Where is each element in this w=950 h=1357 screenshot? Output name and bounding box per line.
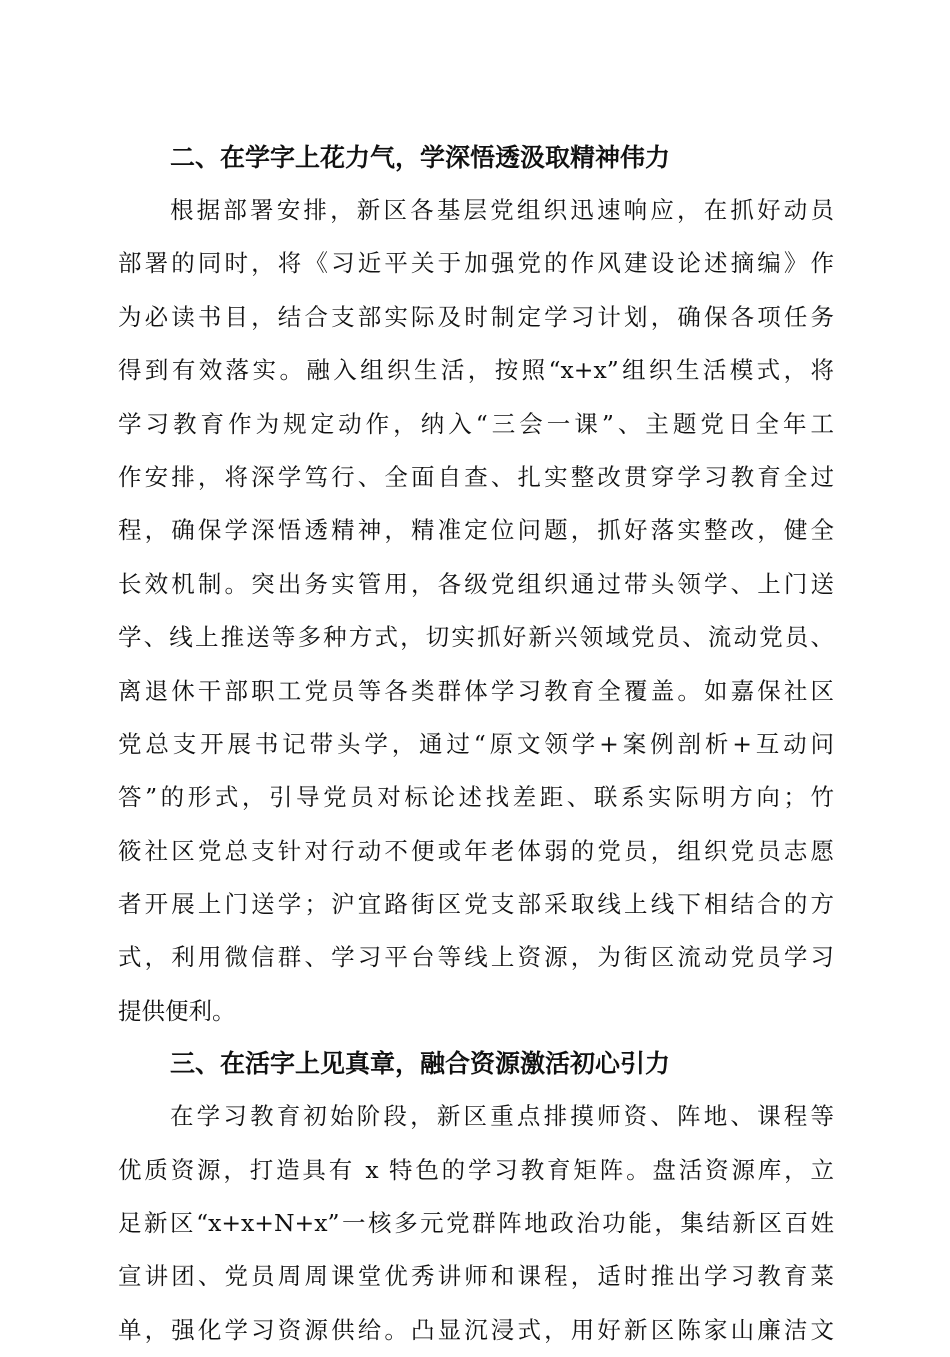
section-heading-2: 二、在学字上花力气，学深悟透汲取精神伟力	[170, 143, 671, 172]
section-3-paragraph	[118, 1090, 834, 1357]
paragraph-line: 者开展上门送学；沪宜路街区党支部采取线上线下相结合的方	[118, 890, 834, 919]
paragraph-line: 为必读书目，结合支部实际及时制定学习计划，确保各项任务	[118, 302, 834, 331]
paragraph-line: 根据部署安排，新区各基层党组织迅速响应，在抓好动员	[170, 196, 834, 224]
paragraph-line: 足新区“x+x+N+x”一核多元党群阵地政治功能，集结新区百姓	[118, 1209, 834, 1238]
paragraph-line: 得到有效落实。融入组织生活，按照“x+x”组织生活模式，将	[118, 356, 834, 385]
paragraph-line: 程，确保学深悟透精神，精准定位问题，抓好落实整改，健全	[118, 516, 834, 545]
paragraph-line: 部署的同时，将《习近平关于加强党的作风建设论述摘编》作	[118, 249, 834, 278]
paragraph-line: 离退休干部职工党员等各类群体学习教育全覆盖。如嘉保社区	[118, 676, 834, 705]
paragraph-line: 在学习教育初始阶段，新区重点排摸师资、阵地、课程等	[170, 1102, 834, 1131]
section-heading-3: 三、在活字上见真章，融合资源激活初心引力	[170, 1049, 671, 1079]
paragraph-line: 筱社区党总支针对行动不便或年老体弱的党员，组织党员志愿	[118, 836, 834, 865]
paragraph-line: 提供便利。	[118, 996, 236, 1025]
paragraph-line: 长效机制。突出务实管用，各级党组织通过带头领学、上门送	[118, 569, 834, 598]
paragraph-line: 优质资源，打造具有 x 特色的学习教育矩阵。盘活资源库，立	[118, 1155, 834, 1184]
paragraph-line: 党总支开展书记带头学，通过“原文领学+案例剖析+互动问	[118, 729, 834, 758]
paragraph-line: 式，利用微信群、学习平台等线上资源，为街区流动党员学习	[118, 943, 834, 972]
section-2-paragraph	[118, 184, 834, 1038]
paragraph-line: 单，强化学习资源供给。凸显沉浸式，用好新区陈家山廉洁文	[118, 1315, 834, 1344]
paragraph-line: 答”的形式，引导党员对标论述找差距、联系实际明方向；竹	[118, 783, 834, 812]
paragraph-line: 学习教育作为规定动作，纳入“三会一课”、主题党日全年工	[118, 409, 834, 438]
paragraph-line: 作安排，将深学笃行、全面自查、扎实整改贯穿学习教育全过	[118, 462, 834, 491]
paragraph-line: 宣讲团、党员周周课堂优秀讲师和课程，适时推出学习教育菜	[118, 1262, 834, 1291]
paragraph-line: 学、线上推送等多种方式，切实抓好新兴领域党员、流动党员、	[118, 623, 834, 652]
document-page	[118, 132, 834, 1357]
